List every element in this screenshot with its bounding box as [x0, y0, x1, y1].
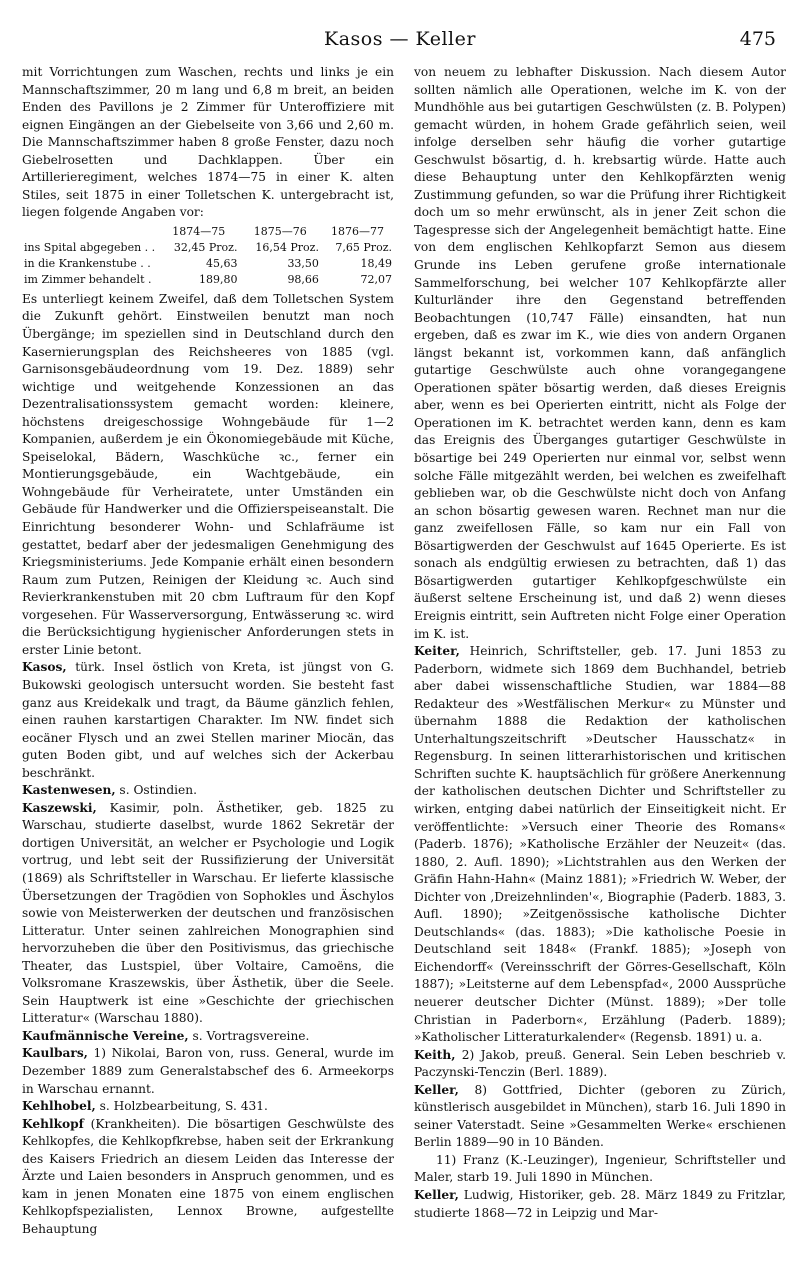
paragraph: mit Vorrichtungen zum Waschen, rechts und links je ein Mannschaftszimmer, 20 m lang und 6,8 m breit, an beiden Enden des Pavillons je 2 Zimmer für Unteroffiziere mit eignen Eingängen an der Giebelseite von 3,66 und 2,60 m. Die Mannschaftszimmer haben 8 große Fenster, dazu noch Giebelrosetten und Dachklappen. Über ein Artillerieregiment, welches 1874—75 in einer K. alten Stiles, seit 1875 in einer Tolletschen K. untergebracht ist, liegen folgende Angaben vor:: [22, 65, 394, 220]
statistics-table: [22, 224, 394, 288]
entry-text: (Krankheiten). Die bösartigen Geschwülste des Kehlkopfes, die Kehlkopfkrebse, haben seit der Erkrankung des Kaisers Friedrich an diesem Leiden das Interesse der Ärzte und Laien besonders in Anspruch genommen, und es kam in jenen Monaten eine 1875 von einem englischen Kehlkopfspezialisten, Lennox Browne, aufgestellte Behauptung: [22, 1116, 394, 1236]
running-title: Kasos — Keller: [324, 28, 476, 50]
entry-kasos: [22, 659, 394, 782]
table-cell: 98,66: [287, 272, 319, 286]
entry-keller-gottfried: [414, 1082, 786, 1152]
headword: Keller,: [414, 1082, 459, 1097]
entry-text: s. Ostindien.: [115, 783, 197, 798]
entry-text: s. Holzbearbeitung, S. 431.: [95, 1099, 268, 1114]
headword: Kasos,: [22, 660, 67, 675]
entry-keiter: [414, 643, 786, 1047]
entry-text: 2) Jakob, preuß. General. Sein Leben beschrieb v. Paczynski-Tenczin (Berl. 1889).: [414, 1047, 786, 1080]
column-header: 1876—77: [330, 224, 384, 238]
entry-text: Ludwig, Historiker, geb. 28. März 1849 zu Fritzlar, studierte 1868—72 in Leipzig und Mar-: [414, 1188, 786, 1220]
headword: Keith,: [414, 1047, 456, 1062]
table-row: [22, 256, 394, 272]
headword: Keiter,: [414, 644, 460, 659]
right-column: [414, 64, 786, 1222]
entry-kaszewski: [22, 800, 394, 1028]
table-row: [22, 240, 394, 256]
entry-kaulbars: [22, 1045, 394, 1098]
entry-text: Kasimir, poln. Ästhetiker, geb. 1825 zu Warschau, studierte daselbst, wurde 1862 Sekretär der dortigen Universität, an welcher er Psychologie und Logik vortrug, und lebt seit der Russifizierung der Universität (1869) als Schriftsteller in Warschau. Er lieferte klassische Übersetzungen der Tragödien von Sophokles und Äschylos sowie von Meisterwerken der deutschen und französischen Litteratur. Unter seinen zahlreichen Monographien sind hervorzuheben die über den Positivismus, das griechische Theater, das Lustspiel, über Voltaire, Camoëns, die Volksromane Kraszewskis, über Ästhetik, über die Seele. Sein Hauptwerk ist eine »Geschichte der griechischen Litteratur« (Warschau 1880).: [22, 800, 394, 1026]
table-cell: 18,49: [360, 256, 392, 270]
left-column: [22, 64, 394, 1238]
headword: Kaszewski,: [22, 800, 97, 815]
entry-keith: [414, 1047, 786, 1082]
table-cell: 16,54 Proz.: [255, 240, 319, 254]
table-row: [22, 272, 394, 288]
table-cell: 7,65 Proz.: [335, 240, 392, 254]
entry-kastenwesen: [22, 782, 394, 800]
entry-text: 1) Nikolai, Baron von, russ. General, wurde im Dezember 1889 zum Generalstabschef des 6. Armeekorps in Warschau ernannt.: [22, 1046, 394, 1096]
table-cell: 72,07: [360, 272, 392, 286]
headword: Kehlhobel,: [22, 1099, 96, 1114]
entry-text: s. Vortragsvereine.: [188, 1028, 310, 1043]
page-number: 475: [739, 28, 776, 50]
entry-kehlkopf: [22, 1116, 394, 1239]
row-label: im Zimmer behandelt .: [24, 272, 152, 286]
headword: Kehlkopf: [22, 1116, 84, 1131]
paragraph: Es unterliegt keinem Zweifel, daß dem Tolletschen System die Zukunft gehört. Einstweilen benutzt man noch Übergänge; im speziellen sind in Deutschland durch den Kasernierungsplan des Reichsheeres von 1885 (vgl. Garnisonsgebäudeordnung vom 19. Dez. 1889) sehr wichtige und weitgehende Konzessionen an das Dezentralisationssystem gemacht worden: kleinere, höchstens dreigeschossige Wohngebäude für 1—2 Kompanien, außerdem je ein Ökonomiegebäude mit Küche, Speiselokal, Bädern, Waschküche ꝛc., ferner ein Montierungsgebäude, ein Wachtgebäude, ein Wohngebäude für Verheiratete, unter Umständen ein Gebäude für Handwerker und die Offizierspeiseanstalt. Die Einrichtung besonderer Wohn- und Schlafräume ist gestattet, bedarf aber der jedesmaligen Genehmigung des Kriegsministeriums. Jede Kompanie erhält einen besondern Raum zum Putzen, Reinigen der Kleidung ꝛc. Auch sind Revierkrankenstuben mit 20 cbm Luftraum für den Kopf vorgesehen. Für Wasserversorgung, Entwässerung ꝛc. wird die Berücksichtigung hygienischer Anforderungen stets in erster Linie betont.: [22, 291, 394, 657]
paragraph: von neuem zu lebhafter Diskussion. Nach diesem Autor sollten nämlich alle Operationen, welche im K. von der Mundhöhle aus bei gutartigen Geschwülsten (z. B. Polypen) gemacht würden, in hohem Grade gefährlich seien, weil infolge derselben sehr häufig die vorher gutartige Geschwulst bösartig, d. h. krebsartig würde. Hatte auch diese Behauptung unter den Kehlkopfärzten wenig Zustimmung gefunden, so war die Prüfung ihrer Richtigkeit doch um so mehr erwünscht, als in jener Zeit schon die Tagespresse sich der Angelegenheit bemächtigt hatte. Eine von dem englischen Kehlkopfarzt Semon aus diesem Grunde ins Leben gerufene große internationale Sammelforschung, bei welcher 107 Kehlkopfärzte aller Kulturländer ihre den Gegenstand betreffenden Beobachtungen (10,747 Fälle) einsandten, hat nun ergeben, daß es zwar im K., wie dies von andern Organen längst bekannt ist, vorkommen kann, daß anfänglich gutartige Geschwülste auch ohne vorangegangene Operationen später bösartig werden, daß dieses Ereignis aber, wenn es bei Operierten eintritt, nicht als Folge der Operationen im K. betrachtet werden kann, denn es kam das Ereignis des Überganges gutartiger Geschwülste in bösartige bei 249 Operierten nur einmal vor, selbst wenn solche Fälle mitgezählt werden, bei welchen es zweifelhaft geblieben war, ob die Geschwülste nicht doch von Anfang an schon bösartig gewesen waren. Rechnet man nur die ganz zweifellosen Fälle, so kam nur ein Fall von Bösartigwerden der Geschwulst auf 1645 Operierte. Es ist sonach als endgültig erwiesen zu betrachten, daß 1) das Bösartigwerden gutartiger Kehlkopfgeschwülste ein äußerst seltene Erscheinung ist, und daß 2) wenn dieses Ereignis eintritt, sein Auftreten nicht Folge einer Operation im K. ist.: [414, 65, 786, 641]
row-label: in die Krankenstube . .: [24, 256, 151, 270]
entry-keller-ludwig: [414, 1187, 786, 1222]
entry-text: Heinrich, Schriftsteller, geb. 17. Juni 1853 zu Paderborn, widmete sich 1869 dem Buchhandel, betrieb aber dabei wissenschaftliche Studien, war 1884—88 Redakteur des »Westfälischen Merkur« zu Münster und übernahm 1888 die Redaktion der katholischen Unterhaltungszeitschrift »Deutscher Hausschatz« in Regensburg. In seinen litterarhistorischen und kritischen Schriften suchte K. hauptsächlich für größere Anerkennung der katholischen deutschen Dichter und Schriftsteller zu wirken, entging dabei natürlich der Einseitigkeit nicht. Er veröffentlichte: »Versuch einer Theorie des Romans« (Paderb. 1876); »Katholische Erzähler der Neuzeit« (das. 1880, 2. Aufl. 1890); »Lichtstrahlen aus den Werken der Gräfin Hahn-Hahn« (Mainz 1881); »Friedrich W. Weber, der Dichter von ,Dreizehnlinden'«, Biographie (Paderb. 1883, 3. Aufl. 1890); »Zeitgenössische katholische Dichter Deutschlands« (das. 1883); »Die katholische Poesie in Deutschland seit 1848« (Frankf. 1885); »Joseph von Eichendorff« (Vereinsschrift der Görres-Gesellschaft, Köln 1887); »Leitsterne auf dem Lebenspfad«, 2000 Aussprüche neuerer deutscher Dichter (Münst. 1889); »Der tolle Christian in Paderborn«, Erzählung (Paderb. 1889); »Katholischer Litteraturkalender« (Regensb. 1891) u. a.: [414, 644, 786, 1045]
table-cell: 33,50: [287, 256, 319, 270]
headword: Keller,: [414, 1188, 459, 1202]
table-cell: 32,45 Proz.: [173, 240, 238, 254]
headword: Kaufmännische Vereine,: [22, 1028, 189, 1043]
entry-kehlhobel: [22, 1098, 394, 1116]
row-label: ins Spital abgegeben . .: [24, 240, 156, 254]
entry-keller-franz: 11) Franz (K.-Leuzinger), Ingenieur, Schriftsteller und Maler, starb 19. Juli 1890 in München.: [414, 1152, 786, 1185]
column-header: 1874—75: [172, 224, 226, 238]
table-corner: [22, 224, 158, 240]
entry-kaufmaennische-vereine: [22, 1028, 394, 1046]
entry-text: 8) Gottfried, Dichter (geboren zu Zürich, künstlerisch ausgebildet in München), starb 16. Juli 1890 in seiner Vaterstadt. Seine »Gesammelten Werke« erschienen Berlin 1889—90 in 10 Bänden.: [414, 1082, 786, 1150]
table-cell: 45,63: [205, 256, 238, 270]
column-header: 1875—76: [253, 224, 307, 238]
table-header-row: [22, 224, 394, 240]
headword: Kastenwesen,: [22, 783, 116, 798]
page-header: [24, 28, 776, 56]
table-cell: 189,80: [198, 272, 238, 286]
entry-text: türk. Insel östlich von Kreta, ist jüngst von G. Bukowski geologisch untersucht worden. Sie besteht fast ganz aus Kreidekalk und tragt, da Bäume gänzlich fehlen, einen rauhen karstartigen Charakter. Im NW. findet sich eocäner Flysch und an zwei Stellen mariner Miocän, das guten Boden gibt, und auf welches sich der Ackerbau beschränkt.: [22, 660, 394, 780]
headword: Kaulbars,: [22, 1046, 88, 1061]
